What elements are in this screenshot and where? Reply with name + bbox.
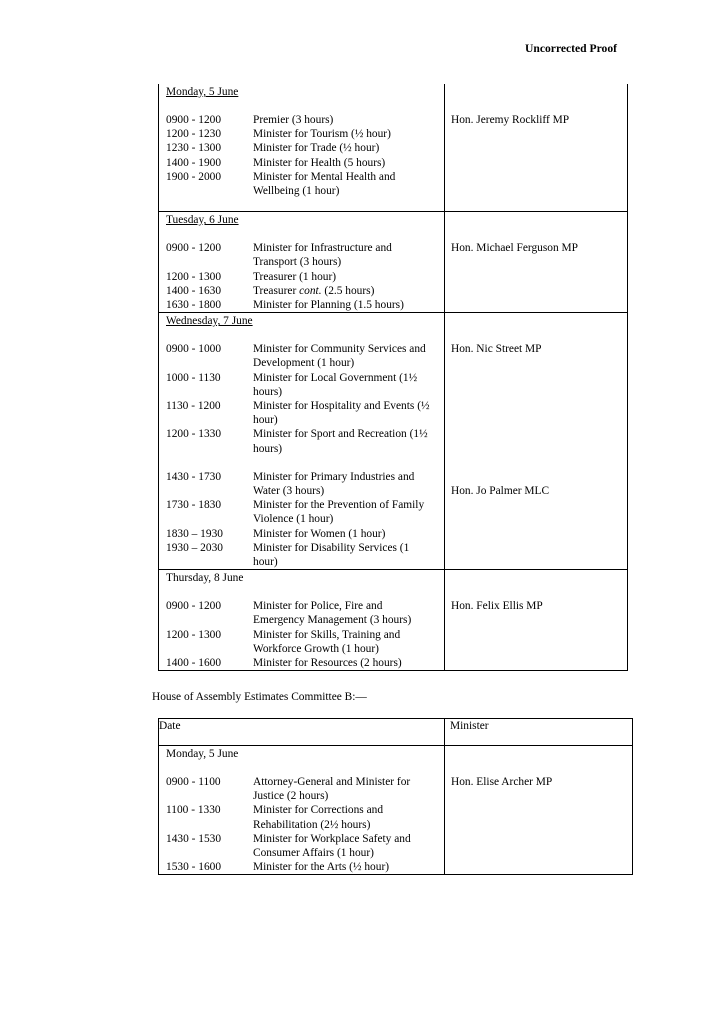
- table-row: [159, 84, 628, 212]
- slot-time: 0900 - 1200: [166, 114, 222, 126]
- schedule-cell: [159, 313, 445, 570]
- minister-name: Hon. Nic Street MP: [451, 343, 542, 356]
- minister-name: Hon. Michael Ferguson MP: [451, 242, 578, 255]
- time-slot: [159, 628, 444, 656]
- time-slot: [159, 541, 444, 569]
- slot-portfolio: Minister for Women (1 hour): [253, 527, 386, 540]
- table-row: [159, 746, 633, 875]
- time-slot: [159, 803, 444, 831]
- slot-time: 1200 - 1300: [166, 628, 222, 641]
- slot-time: 1530 - 1600: [166, 861, 222, 874]
- time-slot: [159, 270, 444, 284]
- slot-portfolio: Minister for Primary Industries and Water (3 hours): [253, 470, 415, 498]
- minister-cell: [445, 84, 628, 212]
- time-slot: [159, 399, 444, 427]
- time-slot: [159, 284, 444, 298]
- minister-cell: [445, 746, 633, 875]
- slot-time: 1830 – 1930: [166, 527, 223, 540]
- slot-time: 1930 – 2030: [166, 541, 223, 554]
- time-slot: [159, 156, 444, 170]
- slot-time: 1100 - 1330: [166, 804, 221, 817]
- slot-portfolio: Attorney-General and Minister for Justice (2 hours): [253, 776, 411, 803]
- slot-time: 1200 - 1300: [166, 270, 222, 283]
- slot-portfolio-emphasis: cont.: [299, 284, 322, 297]
- slot-portfolio: Treasurer (1 hour): [253, 270, 337, 283]
- slot-portfolio: Minister for Sport and Recreation (1½ hours): [253, 428, 428, 455]
- time-slot: [159, 470, 444, 498]
- table-row: [159, 570, 628, 671]
- slot-portfolio: Minister for Workplace Safety and Consumer Affairs (1 hour): [253, 832, 411, 860]
- slot-time: 1730 - 1830: [166, 499, 222, 512]
- slot-portfolio: Minister for the Arts (½ hour): [253, 861, 390, 874]
- time-slot: [159, 832, 444, 860]
- slot-time: 0900 - 1200: [166, 600, 222, 613]
- time-slot: [159, 427, 444, 455]
- slot-time: 0900 - 1200: [166, 242, 222, 255]
- slot-portfolio: Minister for Resources (2 hours): [253, 657, 402, 670]
- time-slot: [159, 141, 444, 155]
- schedule-cell: [159, 746, 445, 875]
- slot-portfolio: Minister for Corrections and Rehabilitation (2½ hours): [253, 804, 384, 831]
- slot-time: 1000 - 1130: [166, 371, 221, 384]
- schedule-cell: [159, 212, 445, 313]
- day-heading: Monday, 5 June: [166, 86, 239, 98]
- slot-portfolio: Minister for Disability Services (1 hour): [253, 541, 410, 569]
- minister-name: Hon. Felix Ellis MP: [451, 600, 543, 613]
- slot-portfolio: Minister for Community Services and Development (1 hour): [253, 343, 426, 370]
- time-slot: [159, 656, 444, 670]
- slot-portfolio: Minister for Planning (1.5 hours): [253, 299, 404, 312]
- slot-time: 1430 - 1530: [166, 832, 222, 845]
- committee-b-intro: House of Assembly Estimates Committee B:—: [152, 691, 367, 703]
- day-heading: Tuesday, 6 June: [166, 214, 239, 227]
- slot-portfolio: Minister for Tourism (½ hour): [253, 128, 391, 141]
- slot-portfolio: Minister for Infrastructure and Transport (3 hours): [253, 242, 392, 269]
- estimates-committee-a-table: [158, 84, 628, 671]
- slot-time: 1230 - 1300: [166, 142, 222, 155]
- slot-portfolio-prefix: Treasurer: [253, 284, 300, 297]
- document-status-label: Uncorrected Proof: [525, 42, 617, 55]
- schedule-cell: [159, 570, 445, 671]
- time-slot: [159, 860, 444, 874]
- table-row: [159, 212, 628, 313]
- slot-time: 0900 - 1000: [166, 343, 222, 356]
- slot-portfolio: Premier (3 hours): [253, 114, 334, 126]
- slot-portfolio-suffix: (2.5 hours): [321, 284, 375, 297]
- slot-portfolio: Minister for Hospitality and Events (½ hour): [253, 400, 430, 427]
- date-column-header: Date: [159, 719, 445, 746]
- minister-name: Hon. Elise Archer MP: [451, 776, 553, 788]
- slot-time: 1200 - 1230: [166, 128, 222, 141]
- time-slot: [159, 342, 444, 370]
- time-slot: [159, 241, 444, 269]
- minister-cell: [445, 570, 628, 671]
- slot-time: 1900 - 2000: [166, 170, 222, 183]
- minister-column-header: Minister: [445, 719, 633, 746]
- minister-cell: [445, 313, 628, 570]
- slot-time: 1400 - 1630: [166, 284, 222, 297]
- slot-time: 1630 - 1800: [166, 299, 222, 312]
- time-slot: [159, 498, 444, 526]
- slot-portfolio: Minister for Police, Fire and Emergency Management (3 hours): [253, 600, 412, 627]
- minister-name: Hon. Jo Palmer MLC: [451, 485, 550, 498]
- slot-portfolio: Minister for Skills, Training and Workforce Growth (1 hour): [253, 628, 401, 655]
- slot-time: 0900 - 1100: [166, 776, 221, 788]
- time-slot: [159, 298, 444, 312]
- time-slot: [159, 127, 444, 141]
- slot-time: 1200 - 1330: [166, 428, 222, 441]
- time-slot: [159, 599, 444, 627]
- slot-time: 1400 - 1600: [166, 657, 222, 670]
- slot-portfolio: Minister for the Prevention of Family Violence (1 hour): [253, 499, 425, 526]
- slot-portfolio: Minister for Mental Health and Wellbeing (1 hour): [253, 170, 396, 198]
- slot-portfolio: Minister for Health (5 hours): [253, 156, 386, 169]
- day-heading: Monday, 5 June: [166, 748, 239, 760]
- day-heading: Thursday, 8 June: [166, 572, 244, 585]
- time-slot: [159, 170, 444, 211]
- time-slot: [159, 371, 444, 399]
- minister-name: Hon. Jeremy Rockliff MP: [451, 114, 570, 126]
- minister-cell: [445, 212, 628, 313]
- time-slot: [159, 113, 444, 127]
- slot-portfolio: [253, 284, 444, 298]
- estimates-committee-b-table: [158, 718, 633, 875]
- slot-time: 1400 - 1900: [166, 156, 222, 169]
- day-heading: Wednesday, 7 June: [166, 315, 253, 328]
- schedule-cell: [159, 84, 445, 212]
- time-slot: [159, 775, 444, 803]
- table-header-row: [159, 719, 633, 746]
- slot-time: 1130 - 1200: [166, 400, 221, 413]
- slot-portfolio: Minister for Local Government (1½ hours): [253, 371, 418, 398]
- slot-time: 1430 - 1730: [166, 470, 222, 483]
- time-slot: [159, 527, 444, 541]
- table-row: [159, 313, 628, 570]
- slot-portfolio: Minister for Trade (½ hour): [253, 142, 380, 155]
